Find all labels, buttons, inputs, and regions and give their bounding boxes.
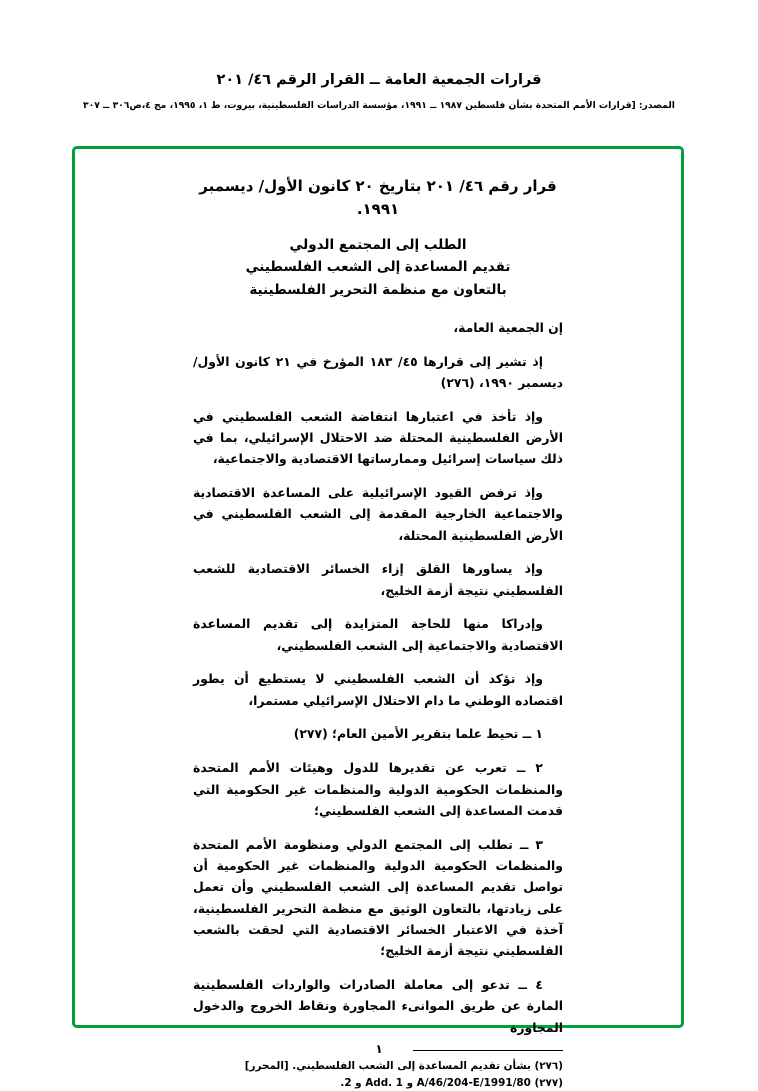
operative-item-4: ٤ ــ تدعو إلى معاملة الصادرات والواردات الفلسطينية المارة عن طريق الموانىء المجاورة ونقاط الخروج والدخول المجاورة — [193, 976, 563, 1035]
paragraph-aware-need: وإدراكا منها للحاجة المتزايدة إلى تقديم المساعدة الاقتصادية والاجتماعية إلى الشعب الفلسطيني، — [193, 616, 563, 653]
source-line: المصدر: [قرارات الأمم المتحدة بشأن فلسطين ١٩٨٧ ــ ١٩٩١، مؤسسة الدراسات الفلسطينية، بيروت، ط ١، ١٩٩٥، مج ٤،ص٣٠٦ ــ ٣٠٧ — [83, 100, 675, 112]
paragraph-reject-restrictions: وإذ ترفض القيود الإسرائيلية على المساعدة الاقتصادية والاجتماعية الخارجية المقدمة إلى الشعب الفلسطيني في الأرض الفلسطينية المحتلة، — [193, 484, 563, 543]
resolution-subtitle — [193, 234, 563, 301]
operative-item-2: ٢ ــ تعرب عن تقديرها للدول وهيئات الأمم المتحدة والمنظمات الحكومية الدولية والمنظمات غير الحكومية التي قدمت المساعدة إلى الشعب الفلسطيني؛ — [193, 760, 563, 818]
paragraph-concern-losses: وإذ يساورها القلق إزاء الخسائر الاقتصادية للشعب الفلسطيني نتيجة أزمة الخليج، — [193, 561, 563, 598]
page-number: ١ — [375, 1042, 383, 1056]
paragraph-recall-resolution: إذ تشير إلى قرارها ٤٥/ ١٨٣ المؤرخ في ٢١ كانون الأول/ ديسمبر ١٩٩٠، (٢٧٦) — [193, 353, 563, 390]
green-border-frame — [72, 146, 684, 1089]
paragraph-affirm-economy: وإذ تؤكد أن الشعب الفلسطيني لا يستطيع أن يطور اقتصاده الوطني ما دام الاحتلال الإسرائيلي مستمرا، — [193, 671, 563, 708]
resolution-heading: قرار رقم ٤٦/ ٢٠١ بتاريخ ٢٠ كانون الأول/ ديسمبر ١٩٩١. — [199, 177, 557, 218]
subtitle-line-1: الطلب إلى المجتمع الدولي — [289, 237, 467, 253]
footnote-276: (٢٧٦) بشأن تقديم المساعدة إلى الشعب الفلسطيني. [المحرر] — [244, 1059, 563, 1072]
paragraph-intifada: وإذ تأخذ في اعتبارها انتفاضة الشعب الفلسطيني في الأرض الفلسطينية المحتلة ضد الاحتلال الإسرائيلي، بما في ذلك سياسات إسرائيل وممارساتها الاقتصادية والاجتماعية، — [193, 408, 563, 467]
document-header — [0, 70, 758, 113]
footnote-277: (٢٧٧) A/46/204-E/1991/80 و Add. 1 و 2. — [340, 1076, 563, 1089]
operative-item-3: ٣ ــ تطلب إلى المجتمع الدولي ومنظومة الأمم المتحدة والمنظمات الحكومية الدولية والمنظمات غير الحكومية أن تواصل تقديم المساعدة إلى الشعب الفلسطيني وأن تعمل على زيادتها، بالتعاون الوثيق مع منظمة التحرير الفلسطينية، آخذة في الاعتبار الخسائر الاقتصادية التي لحقت بالشعب الفلسطيني نتيجة أزمة الخليج؛ — [193, 836, 563, 959]
resolution-body — [75, 175, 681, 1089]
page-title: قرارات الجمعية العامة ــ القرار الرقم ٤٦/ ٢٠١ — [216, 72, 542, 88]
subtitle-line-3: بالتعاون مع منظمة التحرير الفلسطينية — [249, 281, 507, 298]
operative-item-1: ١ ــ تحيط علما بتقرير الأمين العام؛ (٢٧٧) — [293, 726, 543, 742]
paragraph-preamble-opening: إن الجمعية العامة، — [453, 319, 563, 335]
subtitle-line-2: تقديم المساعدة إلى الشعب الفلسطيني — [245, 259, 511, 276]
